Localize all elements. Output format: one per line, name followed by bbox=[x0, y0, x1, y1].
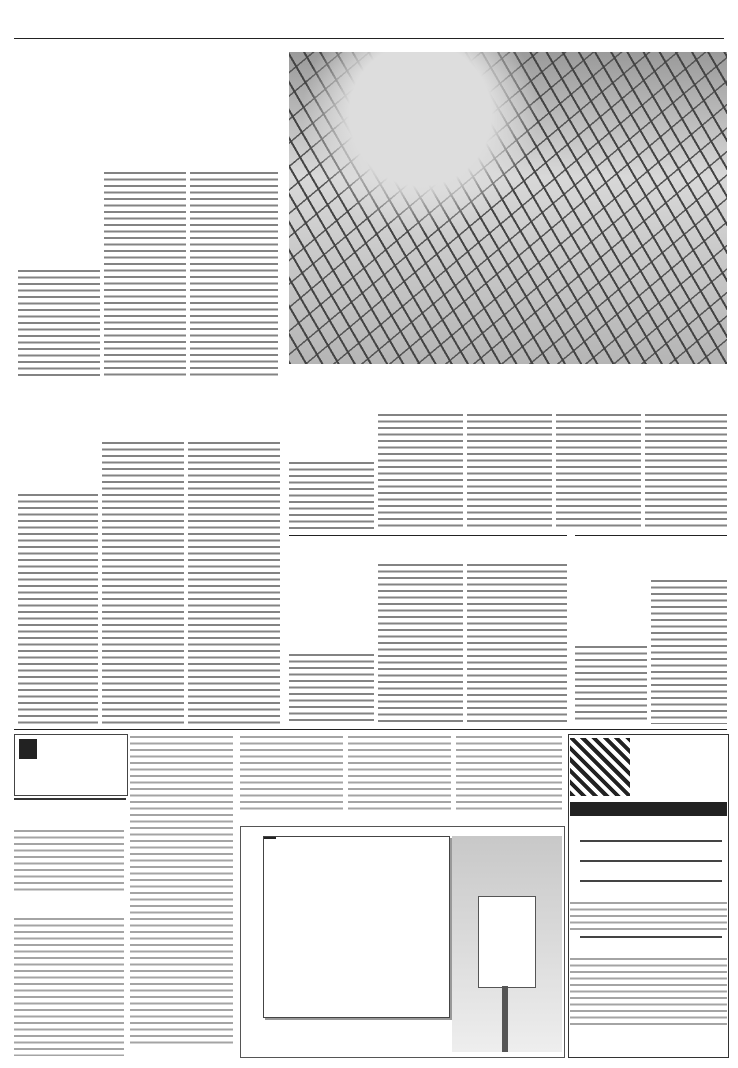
te-koop-header bbox=[14, 798, 126, 800]
job-2 bbox=[580, 860, 722, 862]
sign-post bbox=[502, 986, 508, 1052]
article-3-col4 bbox=[556, 412, 641, 530]
article-3-col1 bbox=[289, 460, 374, 530]
article-4-col1 bbox=[289, 652, 374, 724]
refdag-sign-photo bbox=[452, 836, 562, 1052]
article-4-col2 bbox=[378, 562, 463, 724]
classified-col5 bbox=[456, 734, 562, 812]
classified-col3 bbox=[240, 734, 343, 814]
classified-col2 bbox=[130, 734, 233, 1044]
bloed-text-b bbox=[570, 956, 727, 1028]
job-4 bbox=[580, 936, 722, 938]
eagle-photo bbox=[289, 52, 727, 364]
article-2-col2 bbox=[102, 440, 184, 724]
bloed-text-a bbox=[570, 900, 727, 932]
classified-col4 bbox=[348, 734, 451, 814]
classified-col1-b bbox=[14, 916, 124, 1056]
schakeltjes-logo-icon bbox=[19, 739, 37, 759]
banners-card bbox=[263, 836, 450, 1018]
job-3 bbox=[580, 880, 722, 882]
article-1-col1 bbox=[18, 268, 100, 376]
job-1 bbox=[580, 840, 722, 842]
schakeltjes-box bbox=[14, 734, 128, 796]
bloed-logo-icon bbox=[570, 738, 630, 796]
classified-col1-a bbox=[14, 828, 124, 894]
article-1-col3 bbox=[190, 170, 278, 376]
article-4-col3 bbox=[467, 562, 567, 724]
article-5-col2 bbox=[651, 578, 727, 724]
article-5-col1 bbox=[575, 644, 647, 724]
page-header bbox=[14, 18, 724, 39]
article-3-col2 bbox=[378, 412, 463, 530]
article-3-col3 bbox=[467, 412, 552, 530]
banners-label bbox=[264, 837, 276, 839]
article-3-col5 bbox=[645, 412, 727, 530]
article-1-col2 bbox=[104, 170, 186, 376]
sign-board bbox=[478, 896, 536, 988]
article-2-col1 bbox=[18, 492, 98, 724]
article-2-col3 bbox=[188, 440, 280, 724]
